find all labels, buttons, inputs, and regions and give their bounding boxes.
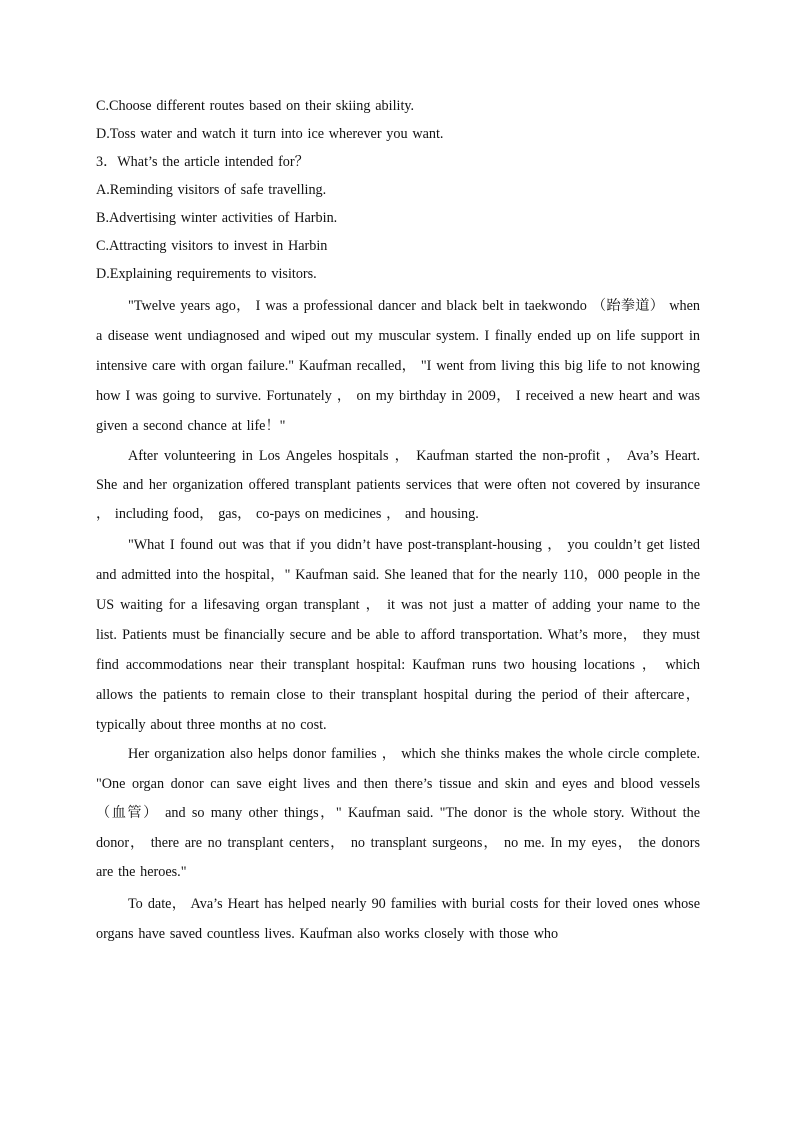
passage-paragraph-5: To date， Ava’s Heart has helped nearly 90 families with burial costs for their loved ones whose organs have saved countless lives. Kaufman also works closely with those who [96, 895, 700, 942]
question-3-option-c: C.Attracting visitors to invest in Harbin [96, 238, 328, 254]
passage-paragraph-3: "What I found out was that if you didn’t have post-transplant-housing ， you couldn’t get listed and admitted into the hospital，" Kaufman said. She leaned that for the nearly 110，000 people in the US waiting for a lifesaving organ transplant ， it was not just a matter of adding your name to the list. Patients must be financially secure and be able to afford transportation. What’s more， they must find accommodations near their transplant hospital: Kaufman runs two housing locations ， which allows the patients to remain close to their transplant hospital during the period of their aftercare， typically about three months at no cost. [96, 537, 700, 733]
question-3-stem: 3．What’s the article intended for？ [96, 154, 309, 170]
question-3-option-a: A.Reminding visitors of safe travelling. [96, 182, 327, 198]
option-d-previous-question: D.Toss water and watch it turn into ice wherever you want. [96, 126, 444, 142]
question-3-option-d: D.Explaining requirements to visitors. [96, 266, 317, 282]
page-content [96, 94, 700, 949]
passage-paragraph-2: After volunteering in Los Angeles hospitals ， Kaufman started the non-profit ， Ava’s Heart. She and her organization offered transplant patients services that were often not covered by insurance ， including food， gas， co-pays on medicines ， and housing. [96, 448, 700, 522]
option-c-previous-question: C.Choose different routes based on their skiing ability. [96, 98, 415, 114]
question-3-option-b: B.Advertising winter activities of Harbin. [96, 210, 338, 226]
passage-paragraph-1: "Twelve years ago， I was a professional dancer and black belt in taekwondo （跆拳道） when a disease went undiagnosed and wiped out my muscular system. I finally ended up on life support in intensive care with organ failure." Kaufman recalled， "I went from living this big life to not knowing how I was going to survive. Fortunately ， on my birthday in 2009， I received a new heart and was given a second chance at life！" [96, 298, 700, 434]
passage-paragraph-4: Her organization also helps donor families ， which she thinks makes the whole circle complete. "One organ donor can save eight lives and then there’s tissue and skin and eyes and blood vessels （血管） and so many other things，" Kaufman said. "The donor is the whole story. Without the donor， there are no transplant centers， no transplant surgeons， no me. In my eyes， the donors are the heroes." [96, 746, 700, 880]
